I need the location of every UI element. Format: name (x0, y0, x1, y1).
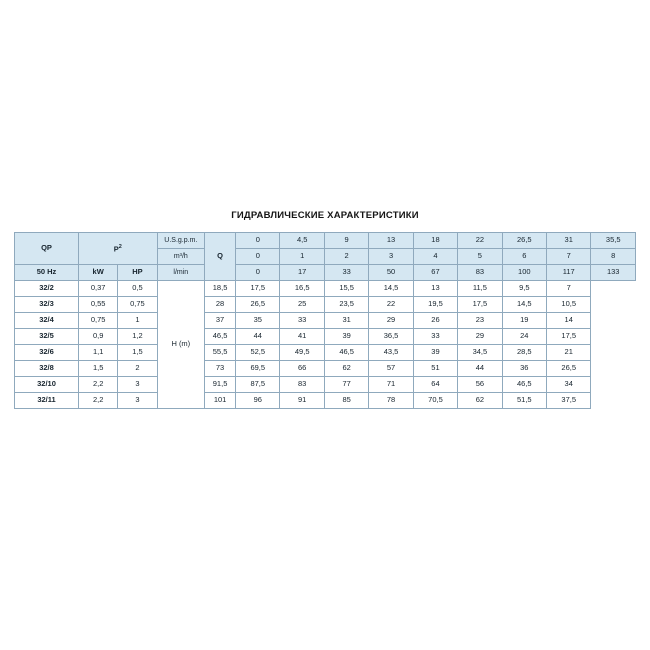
table-row (15, 377, 636, 393)
header-qp-label: QP (15, 233, 79, 265)
header-lmin-6: 100 (502, 265, 546, 281)
header-kw-label: kW (79, 265, 118, 281)
header-m3h-8: 8 (591, 249, 636, 265)
cell-model: 32/8 (15, 361, 79, 377)
cell-h-5: 51 (413, 361, 457, 377)
cell-h-4: 57 (369, 361, 413, 377)
header-lmin-3: 50 (369, 265, 413, 281)
header-p2-label: $P^2$ (79, 233, 158, 265)
cell-h-7: 9,5 (502, 281, 546, 297)
cell-h-2: 66 (280, 361, 324, 377)
header-usgpm-5: 22 (458, 233, 502, 249)
cell-h-7: 19 (502, 313, 546, 329)
cell-hp: 3 (118, 393, 157, 409)
header-hz-label: 50 Hz (15, 265, 79, 281)
header-q-label: Q (205, 233, 236, 281)
cell-kw: 2,2 (79, 393, 118, 409)
table-body (15, 281, 636, 409)
cell-h-5: 64 (413, 377, 457, 393)
cell-kw: 0,55 (79, 297, 118, 313)
cell-model: 32/11 (15, 393, 79, 409)
cell-h-5: 33 (413, 329, 457, 345)
cell-h-6: 44 (458, 361, 502, 377)
cell-hp: 2 (118, 361, 157, 377)
cell-h-8: 7 (547, 281, 591, 297)
cell-hp: 3 (118, 377, 157, 393)
cell-h-4: 22 (369, 297, 413, 313)
cell-h-6: 17,5 (458, 297, 502, 313)
cell-hp: 1,2 (118, 329, 157, 345)
header-usgpm-1: 4,5 (280, 233, 324, 249)
cell-h-6: 29 (458, 329, 502, 345)
header-usgpm-6: 26,5 (502, 233, 546, 249)
cell-h-3: 23,5 (324, 297, 368, 313)
cell-h-8: 37,5 (547, 393, 591, 409)
table-row (15, 361, 636, 377)
cell-h-3: 77 (324, 377, 368, 393)
cell-h-1: 69,5 (236, 361, 280, 377)
cell-h-7: 14,5 (502, 297, 546, 313)
cell-model: 32/3 (15, 297, 79, 313)
cell-h-7: 36 (502, 361, 546, 377)
cell-h-3: 62 (324, 361, 368, 377)
cell-h-4: 29 (369, 313, 413, 329)
cell-h-1: 52,5 (236, 345, 280, 361)
cell-h-1: 35 (236, 313, 280, 329)
cell-h-6: 23 (458, 313, 502, 329)
cell-h-8: 21 (547, 345, 591, 361)
cell-h-0: 73 (205, 361, 236, 377)
cell-kw: 0,75 (79, 313, 118, 329)
header-usgpm-0: 0 (236, 233, 280, 249)
header-m3h-4: 4 (413, 249, 457, 265)
header-lmin-7: 117 (547, 265, 591, 281)
header-usgpm-4: 18 (413, 233, 457, 249)
cell-h-0: 46,5 (205, 329, 236, 345)
cell-h-5: 19,5 (413, 297, 457, 313)
cell-h-5: 70,5 (413, 393, 457, 409)
cell-h-0: 28 (205, 297, 236, 313)
header-usgpm-3: 13 (369, 233, 413, 249)
header-usgpm-2: 9 (324, 233, 368, 249)
cell-h-3: 39 (324, 329, 368, 345)
h-unit-label: H (m) (157, 281, 205, 409)
header-lmin-2: 33 (324, 265, 368, 281)
header-unit-lmin: l/min (157, 265, 205, 281)
table-row (15, 345, 636, 361)
cell-h-2: 83 (280, 377, 324, 393)
cell-h-4: 78 (369, 393, 413, 409)
cell-hp: 0,75 (118, 297, 157, 313)
cell-model: 32/5 (15, 329, 79, 345)
cell-h-0: 55,5 (205, 345, 236, 361)
header-lmin-8: 133 (591, 265, 636, 281)
hydraulic-table-wrap (14, 232, 636, 409)
cell-h-7: 28,5 (502, 345, 546, 361)
cell-h-2: 16,5 (280, 281, 324, 297)
table-row (15, 393, 636, 409)
header-m3h-3: 3 (369, 249, 413, 265)
cell-h-6: 11,5 (458, 281, 502, 297)
cell-h-8: 34 (547, 377, 591, 393)
table-row (15, 329, 636, 345)
header-unit-usgpm: U.S.g.p.m. (157, 233, 205, 249)
header-row-usgpm (15, 233, 636, 249)
cell-h-2: 49,5 (280, 345, 324, 361)
cell-model: 32/6 (15, 345, 79, 361)
cell-h-4: 43,5 (369, 345, 413, 361)
cell-h-1: 17,5 (236, 281, 280, 297)
cell-h-1: 87,5 (236, 377, 280, 393)
cell-h-8: 26,5 (547, 361, 591, 377)
header-m3h-7: 7 (547, 249, 591, 265)
hydraulic-characteristics-table (14, 232, 636, 409)
header-usgpm-7: 31 (547, 233, 591, 249)
cell-hp: 0,5 (118, 281, 157, 297)
cell-h-3: 85 (324, 393, 368, 409)
cell-hp: 1 (118, 313, 157, 329)
cell-h-0: 101 (205, 393, 236, 409)
cell-kw: 0,9 (79, 329, 118, 345)
cell-h-3: 31 (324, 313, 368, 329)
cell-kw: 2,2 (79, 377, 118, 393)
cell-h-2: 33 (280, 313, 324, 329)
cell-hp: 1,5 (118, 345, 157, 361)
cell-h-3: 46,5 (324, 345, 368, 361)
cell-h-1: 44 (236, 329, 280, 345)
table-row (15, 281, 636, 297)
table-header (15, 233, 636, 281)
cell-h-7: 51,5 (502, 393, 546, 409)
cell-h-7: 46,5 (502, 377, 546, 393)
cell-h-3: 15,5 (324, 281, 368, 297)
cell-model: 32/2 (15, 281, 79, 297)
cell-h-8: 14 (547, 313, 591, 329)
header-m3h-5: 5 (458, 249, 502, 265)
cell-h-7: 24 (502, 329, 546, 345)
cell-h-0: 18,5 (205, 281, 236, 297)
cell-model: 32/10 (15, 377, 79, 393)
cell-h-6: 62 (458, 393, 502, 409)
table-row (15, 297, 636, 313)
cell-h-6: 56 (458, 377, 502, 393)
header-row-lmin (15, 265, 636, 281)
cell-kw: 0,37 (79, 281, 118, 297)
header-lmin-0: 0 (236, 265, 280, 281)
table-row (15, 313, 636, 329)
cell-kw: 1,1 (79, 345, 118, 361)
header-lmin-1: 17 (280, 265, 324, 281)
cell-kw: 1,5 (79, 361, 118, 377)
cell-h-2: 41 (280, 329, 324, 345)
cell-h-2: 25 (280, 297, 324, 313)
cell-h-6: 34,5 (458, 345, 502, 361)
header-m3h-0: 0 (236, 249, 280, 265)
cell-h-5: 39 (413, 345, 457, 361)
header-m3h-6: 6 (502, 249, 546, 265)
cell-h-8: 17,5 (547, 329, 591, 345)
cell-h-5: 26 (413, 313, 457, 329)
cell-h-4: 14,5 (369, 281, 413, 297)
cell-h-1: 96 (236, 393, 280, 409)
cell-h-4: 71 (369, 377, 413, 393)
header-m3h-1: 1 (280, 249, 324, 265)
header-hp-label: HP (118, 265, 157, 281)
header-unit-m3h: m³/h (157, 249, 205, 265)
cell-h-0: 37 (205, 313, 236, 329)
header-lmin-5: 83 (458, 265, 502, 281)
header-m3h-2: 2 (324, 249, 368, 265)
cell-h-4: 36,5 (369, 329, 413, 345)
cell-model: 32/4 (15, 313, 79, 329)
page-title: ГИДРАВЛИЧЕСКИЕ ХАРАКТЕРИСТИКИ (231, 210, 419, 221)
cell-h-8: 10,5 (547, 297, 591, 313)
header-lmin-4: 67 (413, 265, 457, 281)
cell-h-0: 91,5 (205, 377, 236, 393)
cell-h-1: 26,5 (236, 297, 280, 313)
cell-h-2: 91 (280, 393, 324, 409)
header-usgpm-8: 35,5 (591, 233, 636, 249)
cell-h-5: 13 (413, 281, 457, 297)
